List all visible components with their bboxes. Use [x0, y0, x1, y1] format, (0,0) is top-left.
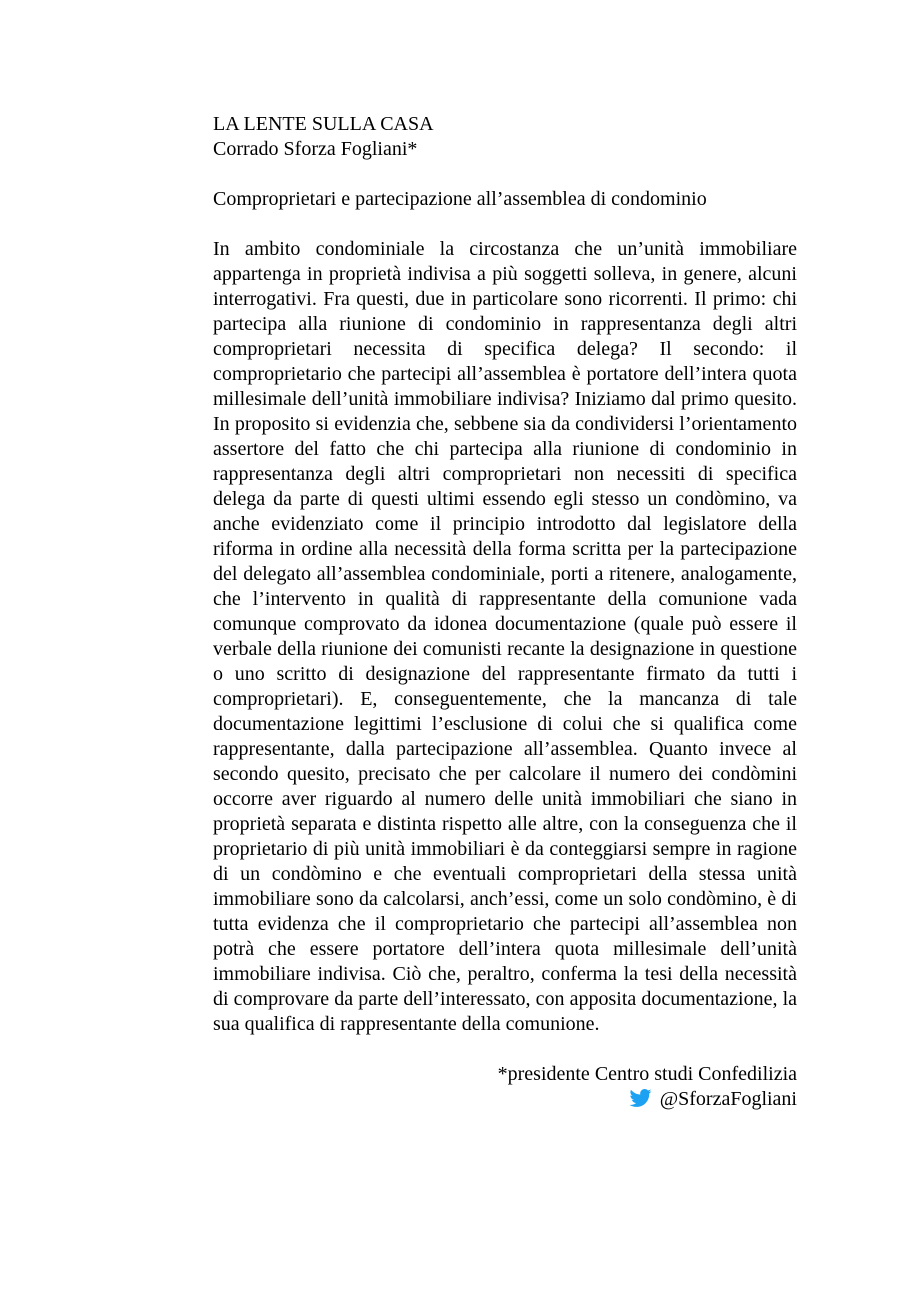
twitter-line [213, 1087, 797, 1112]
footer-signature: *presidente Centro studi Confedilizia [497, 1063, 797, 1085]
article-content [213, 112, 797, 1112]
article-body: In ambito condominiale la circostanza che un’unità immobiliare appartenga in proprietà indivisa a più soggetti solleva, in genere, alcuni interrogativi. Fra questi, due in particolare sono ricorrenti. Il primo: chi partecipa alla riunione di condominio in rappresentanza degli altri comproprietari necessita di specifica delega? Il secondo: il comproprietario che partecipi all’assemblea è portatore dell’intera quota millesimale dell’unità immobiliare indivisa? Iniziamo dal primo quesito. In proposito si evidenzia che, sebbene sia da condividersi l’orientamento assertore del fatto che chi partecipa alla riunione di condominio in rappresentanza degli altri comproprietari non necessiti di specifica delega da parte di questi ultimi essendo egli stesso un condòmino, va anche evidenziato come il principio introdotto dal legislatore della riforma in ordine alla necessità della forma scritta per la partecipazione del delegato all’assemblea condominiale, porti a ritenere, analogamente, che l’intervento in qualità di rappresentante della comunione vada comunque comprovato da idonea documentazione (quale può essere il verbale della riunione dei comunisti recante la designazione in questione o uno scritto di designazione del rappresentante firmato da tutti i comproprietari). E, conseguentemente, che la mancanza di tale documentazione legittimi l’esclusione di colui che si qualifica come rappresentante, dalla partecipazione all’assemblea. Quanto invece al secondo quesito, precisato che per calcolare il numero dei condòmini occorre aver riguardo al numero delle unità immobiliari che siano in proprietà separata e distinta rispetto alle altre, con la conseguenza che il proprietario di più unità immobiliari è da conteggiarsi sempre in ragione di un condòmino e che eventuali comproprietari della stessa unità immobiliare sono da calcolarsi, anch’essi, come un solo condòmino, è di tutta evidenza che il comproprietario che partecipi all’assemblea non potrà che essere portatore dell’intera quota millesimale dell’unità immobiliare indivisa. Ciò che, peraltro, conferma la tesi della necessità di comprovare da parte dell’interessato, con apposita documentazione, la sua qualifica di rappresentante della comunione. [213, 238, 797, 1035]
article-author: Corrado Sforza Fogliani* [213, 138, 418, 160]
twitter-handle[interactable]: @SforzaFogliani [659, 1088, 797, 1110]
title-block [213, 112, 797, 162]
twitter-icon[interactable] [627, 1087, 654, 1109]
article-footer [213, 1062, 797, 1112]
article-subtitle: Comproprietari e partecipazione all’assemblea di condominio [213, 188, 707, 210]
article-title: LA LENTE SULLA CASA [213, 113, 434, 135]
